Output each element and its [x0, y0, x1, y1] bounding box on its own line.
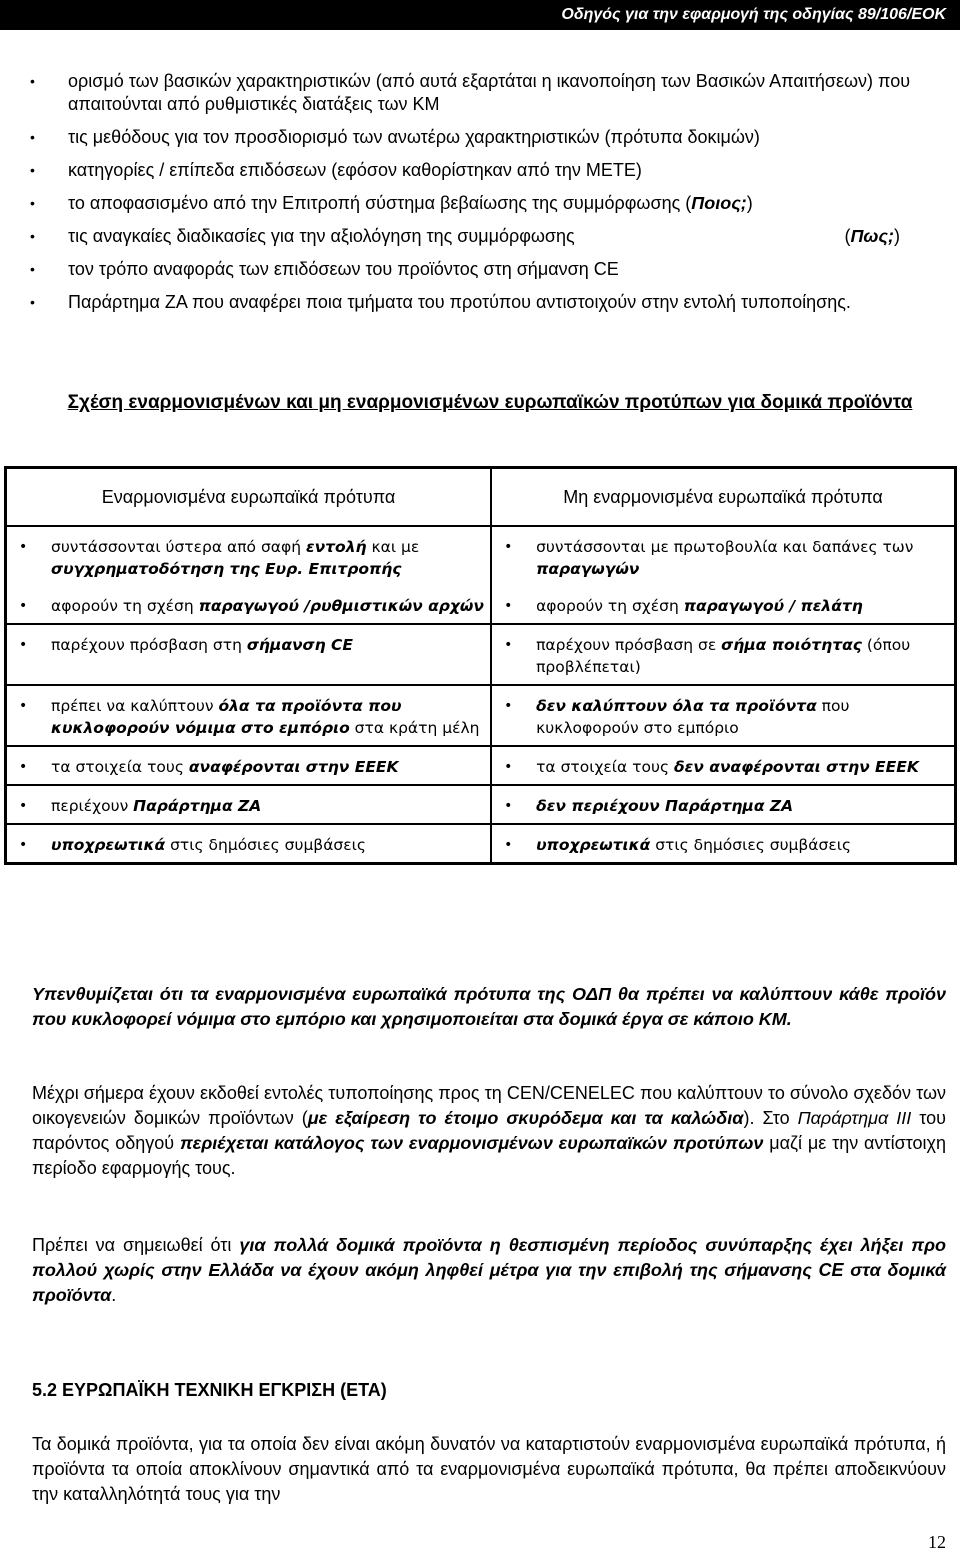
text-emphasis: με εξαίρεση το έτοιμο σκυρόδεμα και τα καλώδια: [307, 1108, 744, 1128]
table-row: [6, 824, 956, 864]
list-item: [0, 159, 960, 182]
text: του παρόντος οδηγού: [32, 1108, 946, 1153]
list-item: [0, 70, 960, 116]
paragraph-eta: Τα δομικά προϊόντα, για τα οποία δεν είναι ακόμη δυνατόν να καταρτιστούν εναρμονισμένα ευρωπαϊκά πρότυπα, ή προϊόντα τα οποία αποκλίνουν σημαντικά από τα εναρμονισμένα ευρωπαϊκά πρότυπα, θα πρέπει αποδεικνύουν την καταλληλότητά τους για την: [32, 1434, 946, 1504]
text: Πρέπει να σημειωθεί ότι: [32, 1235, 240, 1255]
table-row: [6, 746, 956, 785]
text-emphasis: περιέχεται κατάλογος των εναρμονισμένων ευρωπαϊκών προτύπων: [179, 1133, 764, 1153]
text-emphasis: παραγωγού / πελάτη: [683, 597, 863, 615]
table-cell: [6, 624, 492, 685]
text: περιέχουν: [51, 797, 134, 815]
text-emphasis: για πολλά δομικά προϊόντα η θεσπισμένη περίοδος συνύπαρξης έχει λήξει προ πολλού χωρίς στην Ελλάδα να έχουν ακόμη ληφθεί μέτρα για την επιβολή της σήμανσης CE στα δομικά προϊόντα: [32, 1235, 946, 1305]
requirements-list: [0, 70, 960, 324]
text-emphasis: Παράρτημα ΖΑ: [133, 797, 262, 815]
cell-text: [7, 527, 490, 586]
who-tag: Ποιος;: [691, 193, 747, 213]
cell-text: [7, 686, 490, 745]
list-item: [0, 126, 960, 149]
list-item-text: το αποφασισμένο από την Επιτροπή σύστημα βεβαίωσης της συμμόρφωσης (: [68, 193, 692, 213]
table-row: [6, 785, 956, 824]
text-emphasis: αναφέρονται στην ΕΕΕΚ: [188, 758, 399, 776]
table-row: [6, 526, 956, 586]
text: μαζί με την αντίστοιχη περίοδο εφαρμογής τους.: [32, 1133, 947, 1178]
how-tag-open: (: [844, 226, 851, 246]
table-cell: [491, 685, 955, 746]
text: αφορούν τη σχέση: [536, 597, 684, 615]
cell-text: [492, 686, 954, 745]
text: (όπου προβλέπεται): [536, 636, 911, 676]
text-emphasis: υποχρεωτικά: [536, 836, 651, 854]
list-item: [0, 192, 960, 215]
table-cell: [491, 785, 955, 824]
text-emphasis: όλα τα προϊόντα που κυκλοφορούν νόμιμα στο εμπόριο: [51, 697, 402, 737]
text: αφορούν τη σχέση: [51, 597, 199, 615]
text-emphasis: δεν αναφέρονται στην ΕΕΕΚ: [673, 758, 919, 776]
paragraph-mandates: [32, 1081, 946, 1181]
text: παρέχουν πρόσβαση στη: [51, 636, 247, 654]
table-cell: [6, 824, 492, 864]
text: ). Στο: [743, 1108, 798, 1128]
table-cell: [491, 586, 955, 624]
text: συντάσσονται με πρωτοβουλία και δαπάνες των: [536, 538, 914, 556]
section-title: Σχέση εναρμονισμένων και μη εναρμονισμένων ευρωπαϊκών προτύπων για δομικά προϊόντα: [67, 392, 913, 413]
cell-text: [7, 586, 490, 623]
list-item-text: τον τρόπο αναφοράς των επιδόσεων του προϊόντος στη σήμανση CE: [68, 259, 619, 279]
text-emphasis: συγχρηματοδότηση της Ευρ. Επιτροπής: [51, 560, 402, 578]
table-cell: [6, 685, 492, 746]
text: τα στοιχεία τους: [536, 758, 674, 776]
table-cell: [6, 746, 492, 785]
cell-text: [492, 625, 954, 684]
cell-text: [492, 786, 954, 823]
running-header: Οδηγός για την εφαρμογή της οδηγίας 89/106/ΕΟΚ: [0, 0, 960, 30]
list-item: [0, 291, 960, 314]
column-header-harmonised: Εναρμονισμένα ευρωπαϊκά πρότυπα: [6, 468, 492, 527]
text: που κυκλοφορούν στο εμπόριο: [536, 697, 850, 737]
text-emphasis: σήμανση CE: [246, 636, 354, 654]
list-item-text: Παράρτημα ΖΑ που αναφέρει ποια τμήματα του προτύπου αντιστοιχούν στην εντολή τυποποίησης.: [68, 292, 851, 312]
list-item: [0, 258, 960, 281]
cell-text: [7, 747, 490, 784]
how-tag: [844, 225, 900, 248]
text: τα στοιχεία τους: [51, 758, 189, 776]
how-tag-close: ): [894, 226, 900, 246]
text-emphasis: παραγωγών: [536, 560, 640, 578]
text: παρέχουν πρόσβαση σε: [536, 636, 722, 654]
table-row: [6, 685, 956, 746]
column-header-non-harmonised: Μη εναρμονισμένα ευρωπαϊκά πρότυπα: [491, 468, 955, 527]
list-item-text: ορισμό των βασικών χαρακτηριστικών (από αυτά εξαρτάται η ικανοποίηση των Βασικών Απαιτήσεων) που απαιτούνται από ρυθμιστικές διατάξεις των ΚΜ: [68, 71, 911, 114]
list-item-text: τις μεθόδους για τον προσδιορισμό των ανωτέρω χαρακτηριστικών (πρότυπα δοκιμών): [68, 127, 760, 147]
cell-text: [492, 747, 954, 784]
text-italic: Παράρτημα ΙΙΙ: [797, 1108, 912, 1128]
page-number: 12: [928, 1532, 946, 1552]
table-cell: [491, 824, 955, 864]
comparison-table: [4, 466, 957, 865]
text: στις δημόσιες συμβάσεις: [650, 836, 852, 854]
text: Μέχρι σήμερα έχουν εκδοθεί εντολές τυποποίησης προς τη CEN/CENELEC που καλύπτουν το σύνολο σχεδόν των οικογενειών δομικών προϊόντων (: [32, 1083, 946, 1128]
text: στις δημόσιες συμβάσεις: [165, 836, 366, 854]
section-heading-5-2: 5.2 ΕΥΡΩΠΑΪΚΗ ΤΕΧΝΙΚΗ ΕΓΚΡΙΣΗ (ΕΤΑ): [32, 1380, 387, 1400]
text-emphasis: δεν καλύπτουν όλα τα προϊόντα: [536, 697, 817, 715]
text-emphasis: υποχρεωτικά: [51, 836, 166, 854]
table-cell: [491, 624, 955, 685]
paragraph-coexistence: [32, 1233, 946, 1308]
text-emphasis: εντολή: [305, 538, 367, 556]
text: .: [111, 1285, 117, 1305]
table-cell: [6, 526, 492, 586]
text-emphasis: παραγωγού /ρυθμιστικών αρχών: [198, 597, 484, 615]
table-cell: [6, 586, 492, 624]
text: στα κράτη μέλη: [349, 719, 480, 737]
table-cell: [491, 526, 955, 586]
how-tag-text: Πως;: [850, 226, 894, 246]
text: και με: [366, 538, 420, 556]
table-cell: [491, 746, 955, 785]
cell-text: [492, 586, 954, 623]
cell-text: [492, 825, 954, 862]
reminder-paragraph: Υπενθυμίζεται ότι τα εναρμονισμένα ευρωπαϊκά πρότυπα της ΟΔΠ θα πρέπει να καλύπτουν κάθε προϊόν που κυκλοφορεί νόμιμα στο εμπόριο και χρησιμοποιείται στα δομικά έργα σε κάποιο ΚΜ.: [32, 984, 946, 1029]
who-tag-close: ): [746, 193, 753, 213]
text: συντάσσονται ύστερα από σαφή: [51, 538, 306, 556]
cell-text: [492, 527, 954, 586]
list-item: [0, 225, 960, 248]
table-row: [6, 586, 956, 624]
text-emphasis: σήμα ποιότητας: [721, 636, 862, 654]
list-item-text: τις αναγκαίες διαδικασίες για την αξιολόγηση της συμμόρφωσης: [68, 226, 575, 246]
text-emphasis: δεν περιέχουν Παράρτημα ΖΑ: [536, 797, 794, 815]
cell-text: [7, 786, 490, 823]
list-item-text: κατηγορίες / επίπεδα επιδόσεων (εφόσον καθορίστηκαν από την ΜΕΤΕ): [68, 160, 642, 180]
cell-text: [7, 825, 490, 862]
table-cell: [6, 785, 492, 824]
text: πρέπει να καλύπτουν: [51, 697, 219, 715]
cell-text: [7, 625, 490, 662]
table-row: [6, 624, 956, 685]
